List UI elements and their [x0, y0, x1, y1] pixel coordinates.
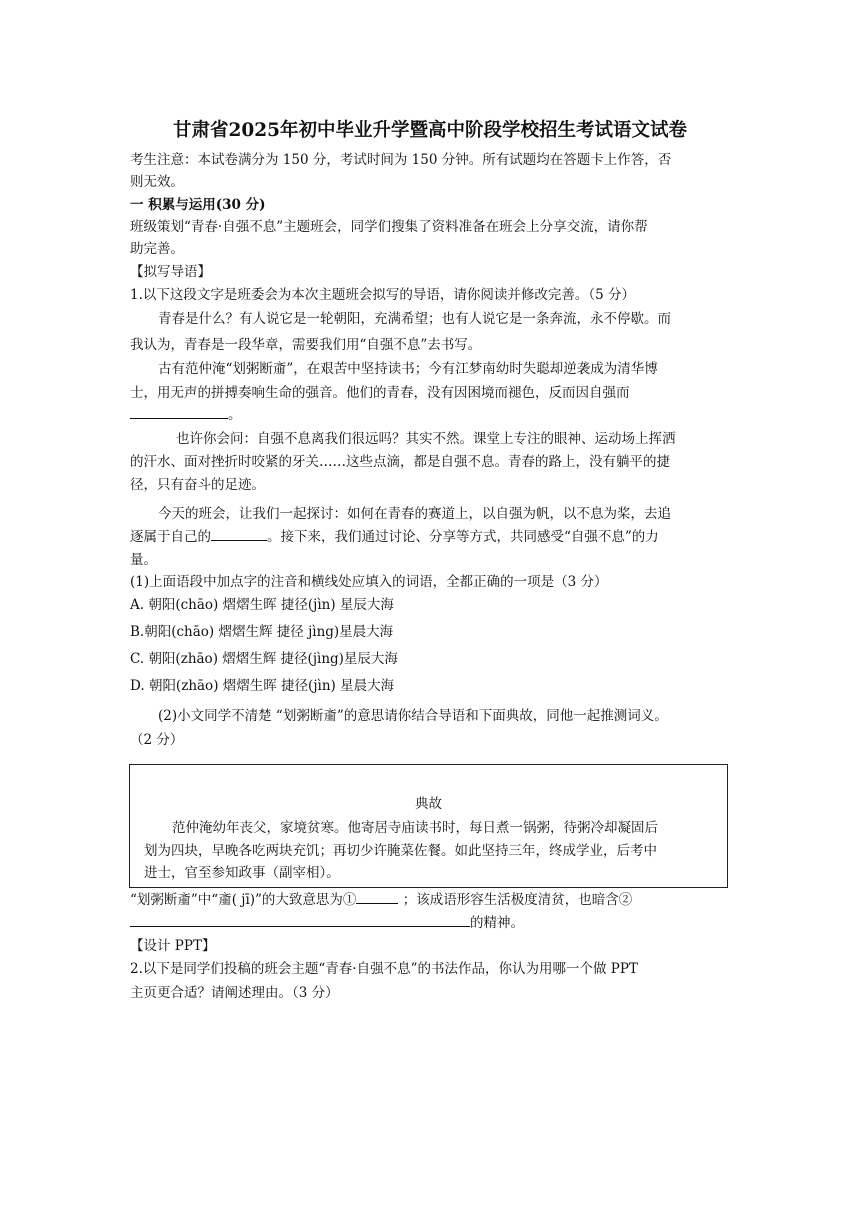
allusion-line-1: 范仲淹幼年丧父，家境贫寒。他寄居寺庙读书时，每日煮一锅粥，待粥冷却凝固后	[172, 820, 658, 836]
section-heading: 一 积累与运用(30 分)	[130, 197, 266, 213]
allusion-box	[129, 764, 728, 888]
allusion-title: 典故	[415, 796, 442, 812]
answer-blank-1	[356, 889, 398, 904]
dotted-char: 朝	[334, 308, 348, 330]
passage-paragraph-3-line-2: 的汗水、面对挫折时咬紧的牙关……这些点滴，都是自强不息。青春的路上，没有躺平的捷	[130, 454, 670, 470]
option-a: A. 朝阳(chāo) 熠熠生晖 捷径(jìn) 星辰大海	[130, 594, 732, 616]
question-2-line-1: 2.以下是同学们投稿的班会主题“青春·自强不息”的书法作品，你认为用哪一个做 PPT	[130, 961, 638, 977]
allusion-line-2: 划为四块，早晚各吃两块充饥；再切少许腌菜佐餐。如此坚持三年，终成学业，后考中	[144, 843, 657, 859]
question-1: 1.以下这段文字是班委会为本次主题班会拟写的导语，请你阅读并修改完善。（5 分）	[130, 287, 636, 303]
passage-paragraph-2-line-1: 古有范仲淹“划粥断齑”，在艰苦中坚持读书；今有江梦南幼时失聪却逆袭成为清华博	[158, 361, 658, 377]
fill-line-2: 的精神。	[130, 912, 732, 934]
answer-blank-2	[130, 912, 470, 927]
passage-paragraph-4-line-1: 今天的班会，让我们一起探讨：如何在青春的赛道上，以自强为帆，以不息为桨，去追	[158, 506, 671, 522]
fill-line-1: “划粥断齑”中“齑( jī)”的大致意思为① ；该成语形容生活极度清贫，也暗含②	[130, 889, 732, 911]
answer-blank	[130, 404, 228, 419]
allusion-line-3: 进士，官至参知政事（副宰相）。	[144, 865, 340, 881]
question-1-2-line-2: （2 分）	[130, 732, 184, 748]
subheading-ppt: 【设计 PPT】	[130, 938, 216, 954]
subheading-guide: 【拟写导语】	[130, 264, 211, 280]
answer-blank	[211, 526, 267, 541]
passage-paragraph-1-line-2: 我认为，青春是一段华章，需要我们用“自强不息”去书写。	[130, 337, 482, 353]
dotted-char: 径	[130, 474, 144, 496]
intro-line-1: 班级策划“青春·自强不息”主题班会，同学们搜集了资料准备在班会上分享交流，请你帮	[130, 219, 648, 235]
passage-paragraph-3-line-1: 也许你会问：自强不息离我们很远吗？其实不然。课堂上专注的眼神、运动场上挥洒	[176, 431, 676, 447]
option-d: D. 朝阳(zhāo) 熠熠生晖 捷径(jìn) 星晨大海	[130, 675, 732, 697]
page-title: 甘肃省2025年初中毕业升学暨高中阶段学校招生考试语文试卷	[173, 120, 687, 141]
option-b: B.朝阳(chāo) 熠熠生辉 捷径 jìng)星晨大海	[130, 621, 732, 643]
passage-paragraph-1-line-1: 青春是什么？有人说它是一轮朝阳，充满希望；也有人说它是一条奔流，永不停歇。而	[158, 308, 732, 330]
passage-paragraph-2-line-2: 士，用无声的拼搏奏响生命的强音。他们的青春，没有因困境而褪色，反而因自强而	[130, 385, 630, 401]
option-c: C. 朝阳(zhāo) 熠熠生辉 捷径(jìng)星辰大海	[130, 648, 732, 670]
question-1-2-line-1: (2)小文同学不清楚 “划粥断齑”的意思请你结合导语和下面典故，同他一起推测词义。	[158, 708, 668, 724]
question-1-1: (1)上面语段中加点字的注音和横线处应填入的词语，全都正确的一项是（3 分）	[130, 574, 608, 590]
intro-line-2: 助完善。	[130, 241, 184, 257]
question-2-line-2: 主页更合适？请阐述理由。（3 分）	[130, 985, 339, 1001]
passage-paragraph-4-line-2: 逐属于自己的 。接下来，我们通过讨论、分享等方式，共同感受“自强不息”的力	[130, 526, 732, 548]
notice-line-1: 考生注意：本试卷满分为 150 分，考试时间为 150 分钟。所有试题均在答题卡上作答，否	[130, 152, 672, 168]
passage-paragraph-4-line-3: 量。	[130, 552, 157, 568]
passage-paragraph-2-line-3: 。	[130, 404, 732, 426]
notice-line-2: 则无效。	[130, 174, 184, 190]
passage-paragraph-3-line-3: 径，只有奋斗的足迹。	[130, 474, 732, 496]
